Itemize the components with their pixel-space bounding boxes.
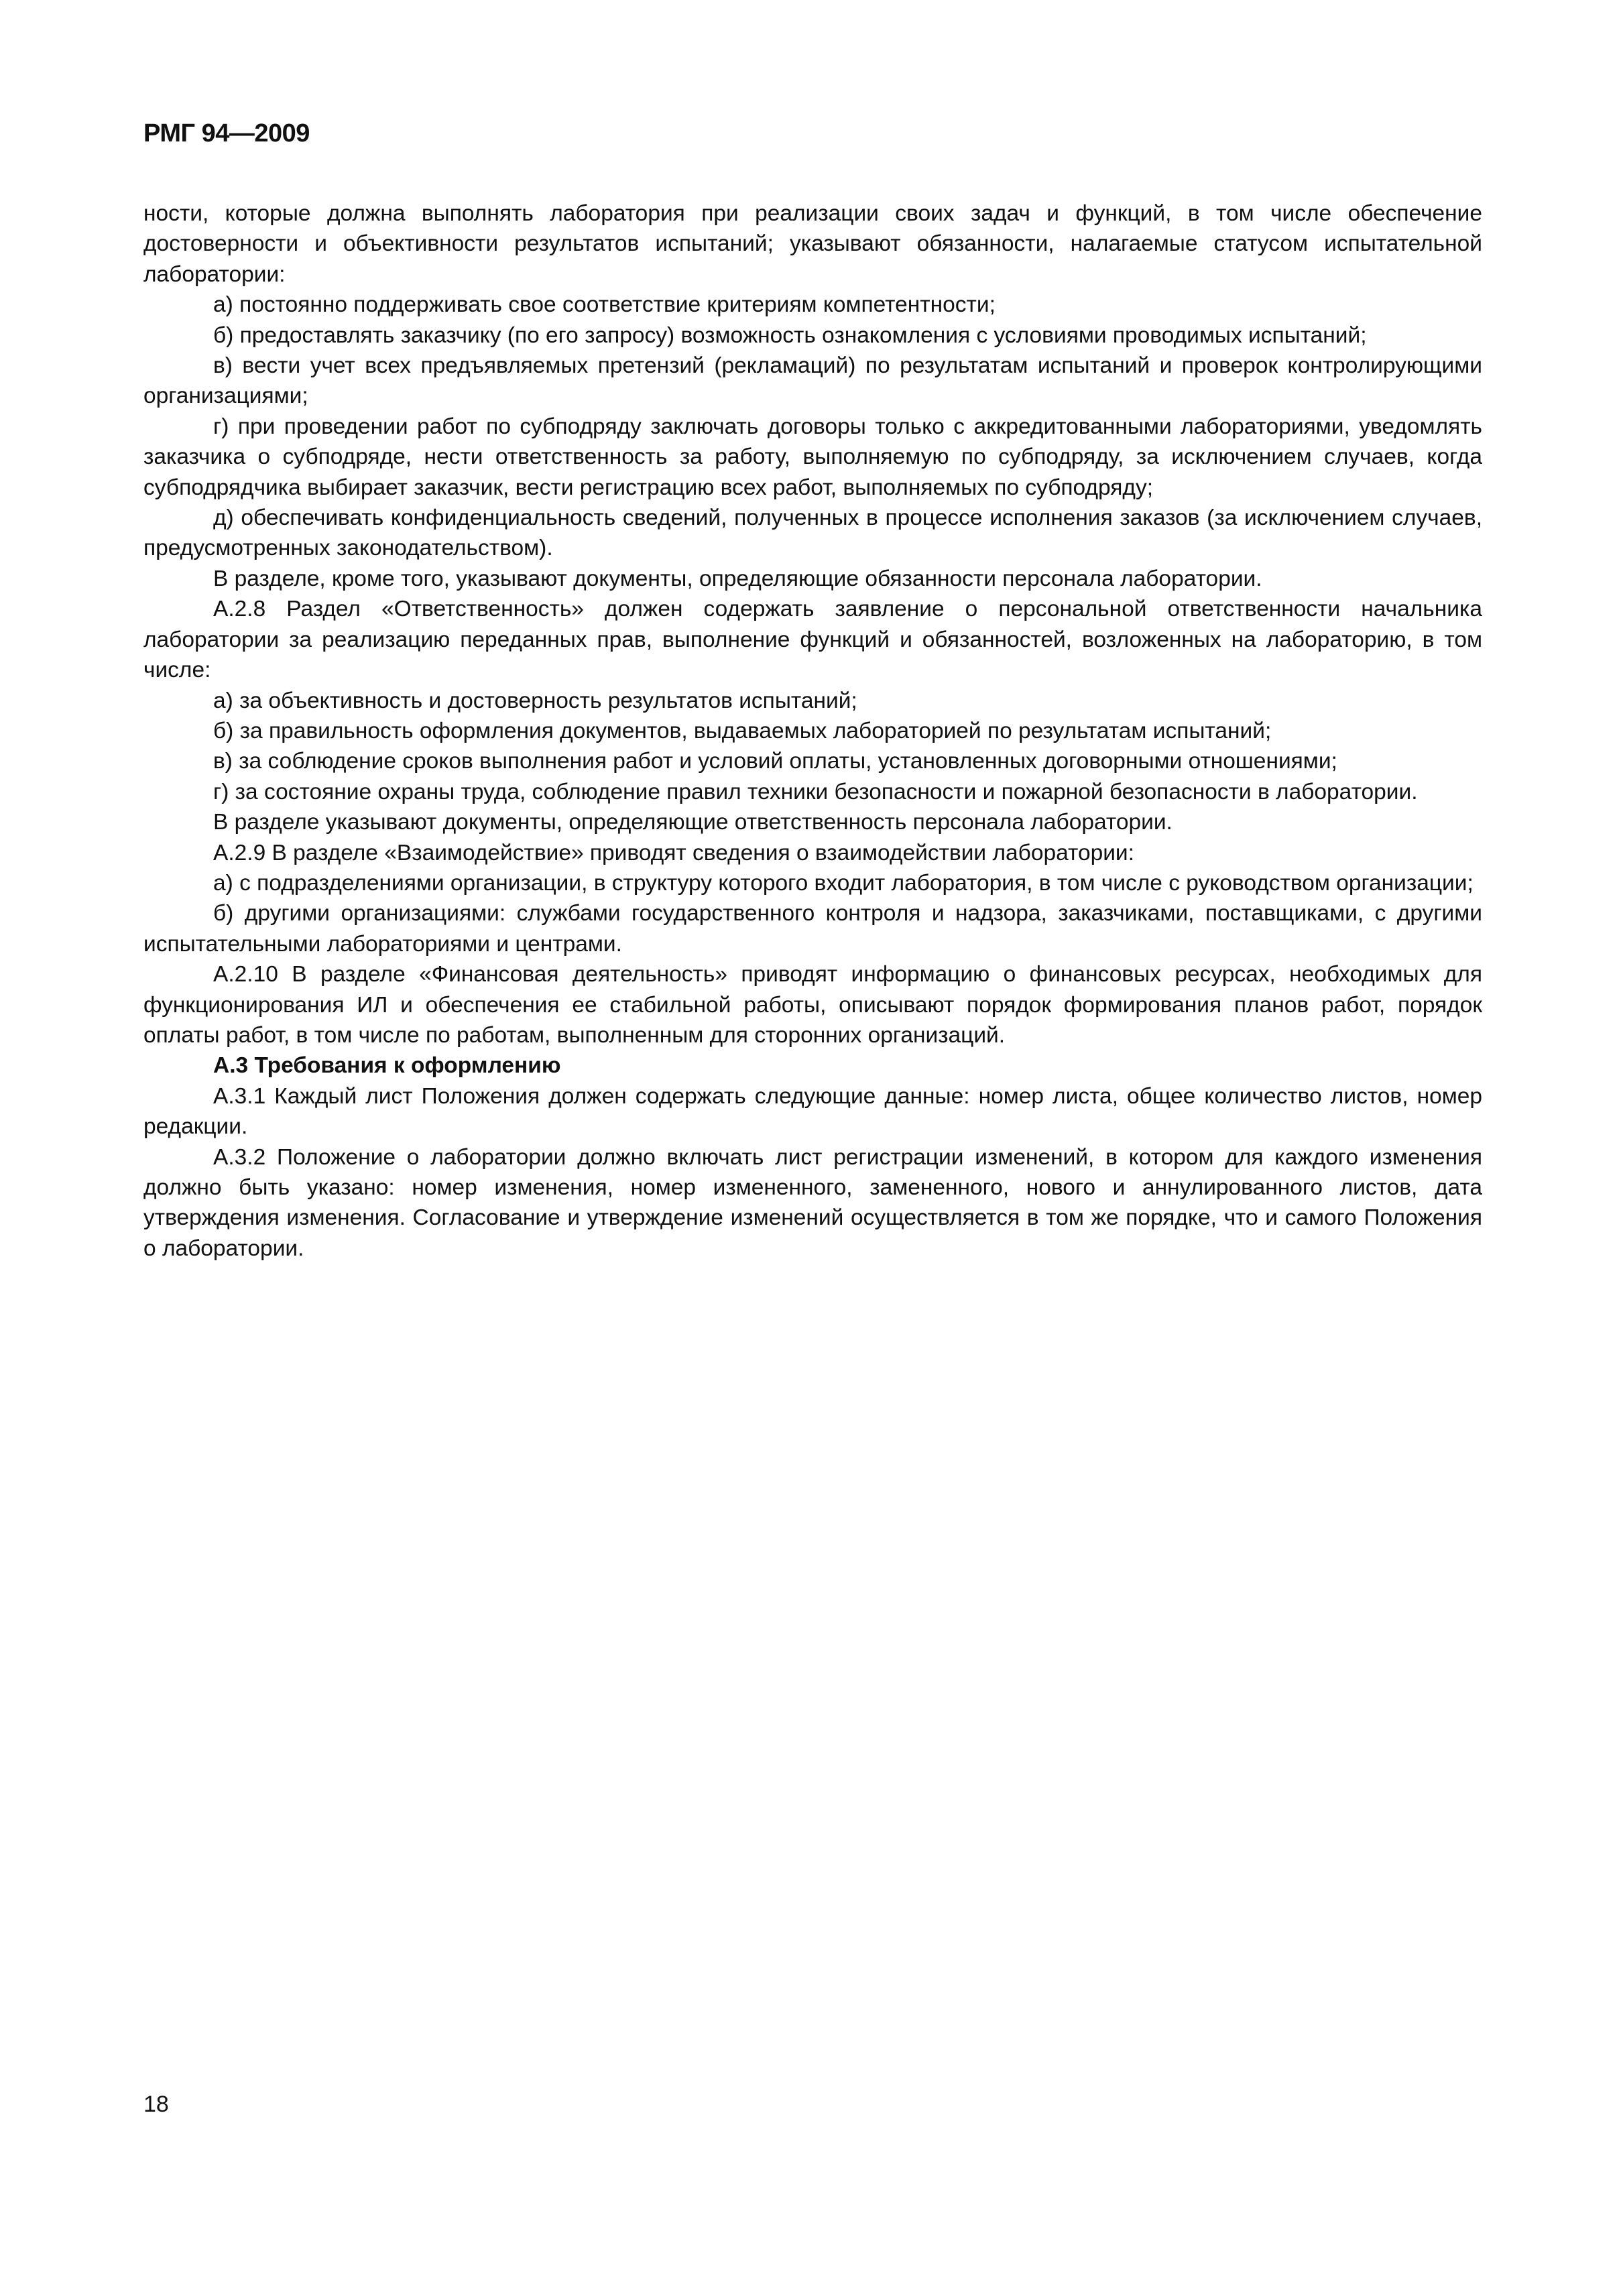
- list-item-d: д) обеспечивать конфиденциальность сведений, полученных в процессе исполнения заказов (за исключением случаев, предусмотренных законодательством).: [143, 505, 1482, 561]
- list-item-g: г) при проведении работ по субподряду заключать договоры только с аккредитованными лабораториями, уведомлять заказчика о субподряде, нести ответственность за работу, выполняемую по субподряду, за исключением случаев, когда субподрядчика выбирает заказчик, вести регистрацию всех работ, выполняемых по субподряду;: [143, 414, 1482, 500]
- paragraph-responsibility-documents: В разделе указывают документы, определяющие ответственность персонала лаборатории.: [213, 810, 1173, 835]
- list-item-g: г) за состояние охраны труда, соблюдение правил техники безопасности и пожарной безопасности в лаборатории.: [213, 779, 1418, 804]
- clause-a-3-1: А.3.1 Каждый лист Положения должен содержать следующие данные: номер листа, общее количество листов, номер редакции.: [143, 1083, 1482, 1140]
- page-number: 18: [143, 2092, 169, 2117]
- list-item-a: а) с подразделениями организации, в структуру которого входит лаборатория, в том числе с руководством организации;: [213, 870, 1474, 896]
- section-heading-a-3: А.3 Требования к оформлению: [213, 1053, 561, 1079]
- list-item-a: а) за объективность и достоверность результатов испытаний;: [213, 688, 857, 713]
- document-code-header: РМГ 94—2009: [143, 119, 310, 147]
- clause-a-2-10: А.2.10 В разделе «Финансовая деятельность» приводят информацию о финансовых ресурсах, необходимых для функционирования ИЛ и обеспечения ее стабильной работы, описывают порядок формирования планов работ, порядок оплаты работ, в том числе по работам, выполненным для сторонних организаций.: [143, 962, 1482, 1048]
- list-item-b: б) другими организациями: службами государственного контроля и надзора, заказчиками, поставщиками, с другими испытательными лабораториями и центрами.: [143, 901, 1482, 957]
- list-item-a: а) постоянно поддерживать свое соответствие критериям компетентности;: [213, 292, 996, 318]
- list-item-v: в) за соблюдение сроков выполнения работ и условий оплаты, установленных договорными отношениями;: [213, 749, 1337, 774]
- paragraph-duties-documents: В разделе, кроме того, указывают документы, определяющие обязанности персонала лаборатории.: [213, 566, 1262, 591]
- document-body: [143, 198, 1482, 1264]
- list-item-b: б) предоставлять заказчику (по его запросу) возможность ознакомления с условиями проводимых испытаний;: [213, 322, 1367, 348]
- clause-a-2-8: А.2.8 Раздел «Ответственность» должен содержать заявление о персональной ответственности начальника лаборатории за реализацию переданных прав, выполнение функций и обязанностей, возложенных на лабораторию, в том числе:: [143, 597, 1482, 683]
- paragraph-continuation: ности, которые должна выполнять лаборатория при реализации своих задач и функций, в том числе обеспечение достоверности и объективности результатов испытаний; указывают обязанности, налагаемые статусом испытательной лаборатории:: [143, 201, 1482, 287]
- list-item-b: б) за правильность оформления документов, выдаваемых лабораторией по результатам испытаний;: [213, 718, 1272, 743]
- clause-a-3-2: А.3.2 Положение о лаборатории должно включать лист регистрации изменений, в котором для каждого изменения должно быть указано: номер изменения, номер измененного, замененного, нового и аннулированного листов, дата утверждения изменения. Согласование и утверждение изменений осуществляется в том же порядке, что и самого Положения о лаборатории.: [143, 1144, 1482, 1261]
- list-item-v: в) вести учет всех предъявляемых претензий (рекламаций) по результатам испытаний и проверок контролирующими организациями;: [143, 353, 1482, 409]
- clause-a-2-9: А.2.9 В разделе «Взаимодействие» приводят сведения о взаимодействии лаборатории:: [213, 840, 1134, 865]
